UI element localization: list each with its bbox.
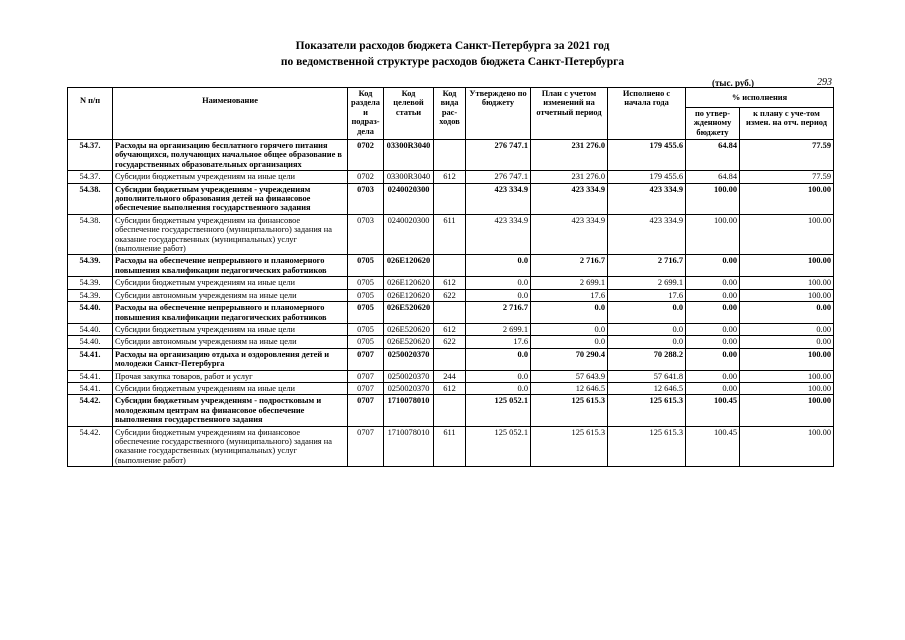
- row-pct-plan: 100.00: [740, 277, 834, 289]
- row-kind-code: [434, 183, 466, 214]
- row-pct-approved: 100.45: [686, 395, 740, 426]
- row-pct-approved: 64.84: [686, 171, 740, 183]
- row-name: Субсидии автономным учреждениям на иные цели: [113, 289, 348, 301]
- table-row: [68, 289, 834, 301]
- row-executed: 17.6: [608, 289, 686, 301]
- row-plan: 2 699.1: [531, 277, 608, 289]
- row-kind-code: 612: [434, 323, 466, 335]
- row-num: 54.40.: [68, 302, 113, 324]
- row-kind-code: 622: [434, 289, 466, 301]
- row-pct-approved: 0.00: [686, 336, 740, 348]
- row-approved: 2 699.1: [466, 323, 531, 335]
- row-target-code: 026Е520620: [384, 302, 434, 324]
- row-executed: 57 641.8: [608, 370, 686, 382]
- table-row: [68, 370, 834, 382]
- row-plan: 12 646.5: [531, 382, 608, 394]
- table-row: [68, 214, 834, 255]
- row-plan: 0.0: [531, 323, 608, 335]
- row-num: 54.42.: [68, 426, 113, 467]
- row-kind-code: [434, 302, 466, 324]
- row-pct-approved: 100.00: [686, 214, 740, 255]
- row-pct-approved: 0.00: [686, 289, 740, 301]
- row-target-code: 0250020370: [384, 382, 434, 394]
- row-name: Расходы на обеспечение непрерывного и планомерного повышения квалификации педагогических работников: [113, 302, 348, 324]
- row-pct-plan: 0.00: [740, 323, 834, 335]
- row-section-code: 0707: [348, 395, 384, 426]
- row-kind-code: 622: [434, 336, 466, 348]
- row-pct-plan: 77.59: [740, 140, 834, 171]
- row-section-code: 0707: [348, 382, 384, 394]
- row-pct-plan: 100.00: [740, 426, 834, 467]
- budget-table: [67, 87, 834, 467]
- table-row: [68, 183, 834, 214]
- row-num: 54.39.: [68, 277, 113, 289]
- row-approved: 0.0: [466, 289, 531, 301]
- row-section-code: 0702: [348, 171, 384, 183]
- row-num: 54.39.: [68, 289, 113, 301]
- row-section-code: 0707: [348, 370, 384, 382]
- row-name: Расходы на обеспечение непрерывного и планомерного повышения квалификации педагогических работников: [113, 255, 348, 277]
- row-target-code: 026Е520620: [384, 336, 434, 348]
- row-target-code: 0240020300: [384, 183, 434, 214]
- row-executed: 423 334.9: [608, 183, 686, 214]
- row-pct-approved: 0.00: [686, 277, 740, 289]
- row-kind-code: 244: [434, 370, 466, 382]
- table-row: [68, 426, 834, 467]
- row-num: 54.42.: [68, 395, 113, 426]
- row-plan: 57 643.9: [531, 370, 608, 382]
- row-target-code: 026Е120620: [384, 277, 434, 289]
- row-target-code: 026Е520620: [384, 323, 434, 335]
- row-plan: 2 716.7: [531, 255, 608, 277]
- row-target-code: 1710078010: [384, 395, 434, 426]
- row-section-code: 0705: [348, 289, 384, 301]
- row-name: Субсидии бюджетным учреждениям на иные цели: [113, 323, 348, 335]
- document-title-line1: Показатели расходов бюджета Санкт-Петербурга за 2021 год: [295, 40, 610, 52]
- row-pct-approved: 0.00: [686, 323, 740, 335]
- row-name: Субсидии бюджетным учреждениям на иные цели: [113, 382, 348, 394]
- row-approved: 0.0: [466, 382, 531, 394]
- row-target-code: 0240020300: [384, 214, 434, 255]
- row-approved: 17.6: [466, 336, 531, 348]
- row-approved: 423 334.9: [466, 183, 531, 214]
- row-kind-code: [434, 395, 466, 426]
- row-kind-code: [434, 348, 466, 370]
- row-approved: 0.0: [466, 277, 531, 289]
- row-executed: 2 716.7: [608, 255, 686, 277]
- row-kind-code: 612: [434, 382, 466, 394]
- row-executed: 423 334.9: [608, 214, 686, 255]
- header-plan: План с учетом изменений на отчетный период: [531, 88, 608, 140]
- row-section-code: 0703: [348, 214, 384, 255]
- row-approved: 423 334.9: [466, 214, 531, 255]
- row-kind-code: 611: [434, 214, 466, 255]
- row-num: 54.38.: [68, 183, 113, 214]
- row-plan: 0.0: [531, 302, 608, 324]
- row-name: Субсидии бюджетным учреждениям на иные цели: [113, 171, 348, 183]
- row-pct-plan: 100.00: [740, 255, 834, 277]
- row-executed: 125 615.3: [608, 395, 686, 426]
- row-pct-plan: 0.00: [740, 302, 834, 324]
- row-kind-code: 612: [434, 277, 466, 289]
- row-target-code: 0250020370: [384, 370, 434, 382]
- table-row: [68, 382, 834, 394]
- table-row: [68, 395, 834, 426]
- row-target-code: 0250020370: [384, 348, 434, 370]
- row-executed: 12 646.5: [608, 382, 686, 394]
- row-pct-plan: 77.59: [740, 171, 834, 183]
- row-num: 54.41.: [68, 370, 113, 382]
- table-row: [68, 323, 834, 335]
- header-pct: % исполнения: [686, 88, 834, 108]
- row-name: Расходы на организацию бесплатного горячего питания обучающихся, получающих начальное общее образование в государственных образовательных организациях: [113, 140, 348, 171]
- row-plan: 423 334.9: [531, 214, 608, 255]
- row-pct-approved: 0.00: [686, 382, 740, 394]
- row-pct-plan: 100.00: [740, 382, 834, 394]
- header-target-code: Код целевой статьи: [384, 88, 434, 140]
- page-number: 293: [817, 77, 832, 88]
- table-row: [68, 255, 834, 277]
- row-executed: 125 615.3: [608, 426, 686, 467]
- row-plan: 17.6: [531, 289, 608, 301]
- row-plan: 231 276.0: [531, 171, 608, 183]
- row-plan: 0.0: [531, 336, 608, 348]
- row-section-code: 0705: [348, 336, 384, 348]
- row-name: Расходы на организацию отдыха и оздоровления детей и молодежи Санкт-Петербурга: [113, 348, 348, 370]
- row-name: Субсидии автономным учреждениям на иные цели: [113, 336, 348, 348]
- row-pct-approved: 0.00: [686, 255, 740, 277]
- row-plan: 125 615.3: [531, 395, 608, 426]
- table-row: [68, 348, 834, 370]
- row-pct-approved: 100.45: [686, 426, 740, 467]
- row-executed: 179 455.6: [608, 140, 686, 171]
- row-pct-plan: 100.00: [740, 214, 834, 255]
- row-approved: 0.0: [466, 370, 531, 382]
- units-label: (тыс. руб.): [712, 78, 754, 88]
- table-row: [68, 277, 834, 289]
- table-row: [68, 336, 834, 348]
- row-approved: 276 747.1: [466, 140, 531, 171]
- document-title-line2: по ведомственной структуре расходов бюджета Санкт-Петербурга: [280, 56, 625, 68]
- table-row: [68, 171, 834, 183]
- row-kind-code: [434, 255, 466, 277]
- header-executed: Исполнено с начала года: [608, 88, 686, 140]
- row-approved: 125 052.1: [466, 395, 531, 426]
- row-name: Субсидии бюджетным учреждениям на финансовое обеспечение государственного (муниципального) задания на оказание государственных (муниципальных) услуг (выполнение работ): [113, 426, 348, 467]
- row-pct-approved: 0.00: [686, 370, 740, 382]
- row-kind-code: 612: [434, 171, 466, 183]
- row-name: Субсидии бюджетным учреждениям - учреждениям дополнительного образования детей на финансовое обеспечение выполнения государственного задания: [113, 183, 348, 214]
- row-approved: 125 052.1: [466, 426, 531, 467]
- row-target-code: 03300R3040: [384, 140, 434, 171]
- row-target-code: 026Е120620: [384, 289, 434, 301]
- row-target-code: 026Е120620: [384, 255, 434, 277]
- row-num: 54.41.: [68, 382, 113, 394]
- row-pct-approved: 64.84: [686, 140, 740, 171]
- row-pct-plan: 0.00: [740, 336, 834, 348]
- row-plan: 231 276.0: [531, 140, 608, 171]
- row-pct-plan: 100.00: [740, 370, 834, 382]
- header-section-code: Код раздела и подраз-дела: [348, 88, 384, 140]
- row-name: Субсидии бюджетным учреждениям на финансовое обеспечение государственного (муниципального) задания на оказание государственных (муниципальных) услуг (выполнение работ): [113, 214, 348, 255]
- row-target-code: 1710078010: [384, 426, 434, 467]
- row-num: 54.38.: [68, 214, 113, 255]
- header-num: N п/п: [68, 88, 113, 140]
- table-body: [68, 140, 834, 467]
- row-kind-code: [434, 140, 466, 171]
- row-plan: 125 615.3: [531, 426, 608, 467]
- row-executed: 2 699.1: [608, 277, 686, 289]
- header-name: Наименование: [113, 88, 348, 140]
- row-pct-plan: 100.00: [740, 348, 834, 370]
- row-target-code: 03300R3040: [384, 171, 434, 183]
- row-executed: 179 455.6: [608, 171, 686, 183]
- row-pct-approved: 0.00: [686, 302, 740, 324]
- row-section-code: 0705: [348, 323, 384, 335]
- row-section-code: 0707: [348, 348, 384, 370]
- row-name: Субсидии бюджетным учреждениям - подростковым и молодежным центрам на финансовое обеспечение выполнения государственного задания: [113, 395, 348, 426]
- header-pct-approved: по утвер-жденному бюджету: [686, 108, 740, 140]
- row-section-code: 0707: [348, 426, 384, 467]
- row-executed: 0.0: [608, 302, 686, 324]
- row-num: 54.41.: [68, 348, 113, 370]
- row-kind-code: 611: [434, 426, 466, 467]
- row-num: 54.39.: [68, 255, 113, 277]
- row-executed: 70 288.2: [608, 348, 686, 370]
- row-name: Субсидии бюджетным учреждениям на иные цели: [113, 277, 348, 289]
- row-num: 54.40.: [68, 323, 113, 335]
- header-approved: Утверждено по бюджету: [466, 88, 531, 140]
- row-num: 54.37.: [68, 140, 113, 171]
- row-pct-plan: 100.00: [740, 395, 834, 426]
- table-row: [68, 140, 834, 171]
- header-pct-plan: к плану с уче-том измен. на отч. период: [740, 108, 834, 140]
- row-num: 54.37.: [68, 171, 113, 183]
- row-plan: 70 290.4: [531, 348, 608, 370]
- row-executed: 0.0: [608, 323, 686, 335]
- row-plan: 423 334.9: [531, 183, 608, 214]
- row-approved: 0.0: [466, 348, 531, 370]
- header-kind-code: Код вида рас-ходов: [434, 88, 466, 140]
- row-pct-plan: 100.00: [740, 289, 834, 301]
- row-name: Прочая закупка товаров, работ и услуг: [113, 370, 348, 382]
- row-executed: 0.0: [608, 336, 686, 348]
- row-section-code: 0705: [348, 302, 384, 324]
- row-section-code: 0702: [348, 140, 384, 171]
- table-row: [68, 302, 834, 324]
- row-pct-approved: 0.00: [686, 348, 740, 370]
- row-num: 54.40.: [68, 336, 113, 348]
- row-approved: 276 747.1: [466, 171, 531, 183]
- row-section-code: 0703: [348, 183, 384, 214]
- row-approved: 2 716.7: [466, 302, 531, 324]
- row-pct-plan: 100.00: [740, 183, 834, 214]
- row-section-code: 0705: [348, 277, 384, 289]
- row-approved: 0.0: [466, 255, 531, 277]
- row-pct-approved: 100.00: [686, 183, 740, 214]
- row-section-code: 0705: [348, 255, 384, 277]
